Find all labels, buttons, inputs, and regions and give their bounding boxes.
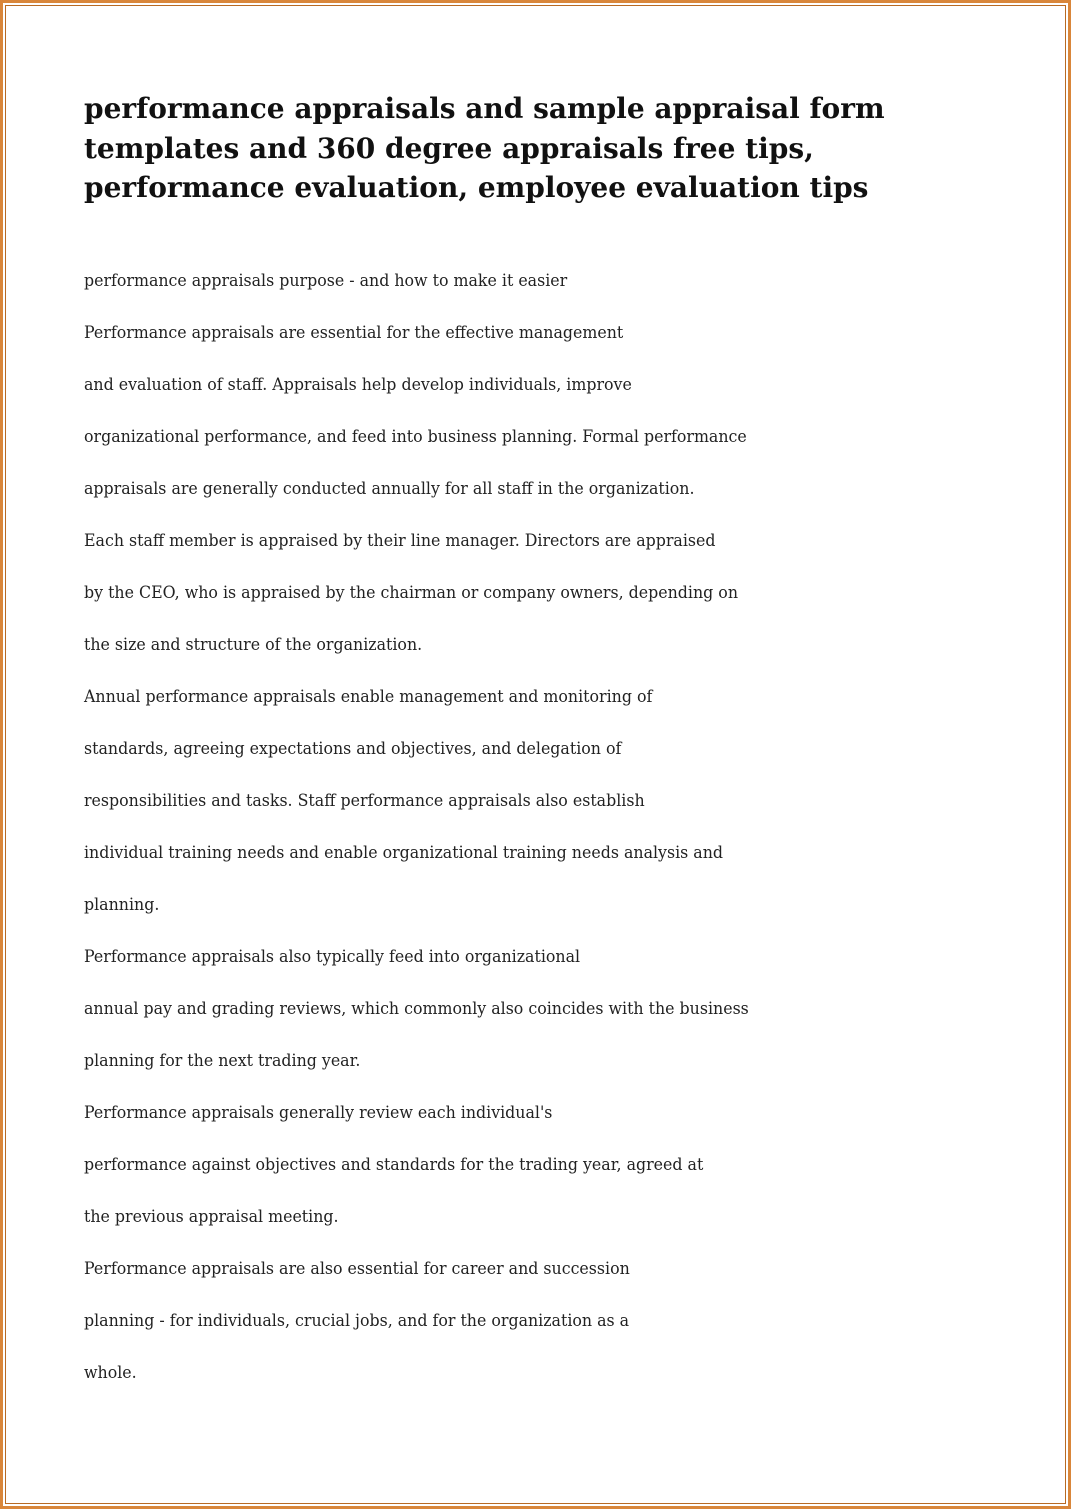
body-line: whole.	[84, 1363, 137, 1383]
body-line: Performance appraisals are also essential for career and succession	[84, 1259, 630, 1279]
body-line: the size and structure of the organization.	[84, 635, 423, 655]
body-line: planning.	[84, 895, 160, 915]
body-line: and evaluation of staff. Appraisals help develop individuals, improve	[84, 375, 632, 395]
body-line: performance appraisals purpose - and how to make it easier	[84, 271, 568, 291]
body-line: Performance appraisals are essential for the effective management	[84, 323, 624, 343]
body-line: annual pay and grading reviews, which commonly also coincides with the business	[84, 999, 749, 1019]
body-line: Each staff member is appraised by their line manager. Directors are appraised	[84, 531, 716, 551]
body-line: organizational performance, and feed into business planning. Formal performance	[84, 427, 747, 447]
body-line: planning - for individuals, crucial jobs, and for the organization as a	[84, 1311, 630, 1331]
body-line: Performance appraisals generally review each individual's	[84, 1103, 553, 1123]
body-line: standards, agreeing expectations and objectives, and delegation of	[84, 739, 622, 759]
body-line: responsibilities and tasks. Staff performance appraisals also establish	[84, 791, 645, 811]
body-line: Performance appraisals also typically feed into organizational	[84, 947, 581, 967]
body-line: individual training needs and enable organizational training needs analysis and	[84, 843, 724, 863]
document-body	[84, 255, 984, 1399]
body-line: by the CEO, who is appraised by the chairman or company owners, depending on	[84, 583, 739, 603]
body-line: the previous appraisal meeting.	[84, 1207, 339, 1227]
page-title: performance appraisals and sample appraisal form templates and 360 degree appraisals free tips, performance evaluation, employee evaluation tips	[84, 92, 885, 204]
body-line: planning for the next trading year.	[84, 1051, 361, 1071]
body-line: performance against objectives and standards for the trading year, agreed at	[84, 1155, 704, 1175]
body-line: Annual performance appraisals enable management and monitoring of	[84, 687, 653, 707]
body-line: appraisals are generally conducted annually for all staff in the organization.	[84, 479, 695, 499]
